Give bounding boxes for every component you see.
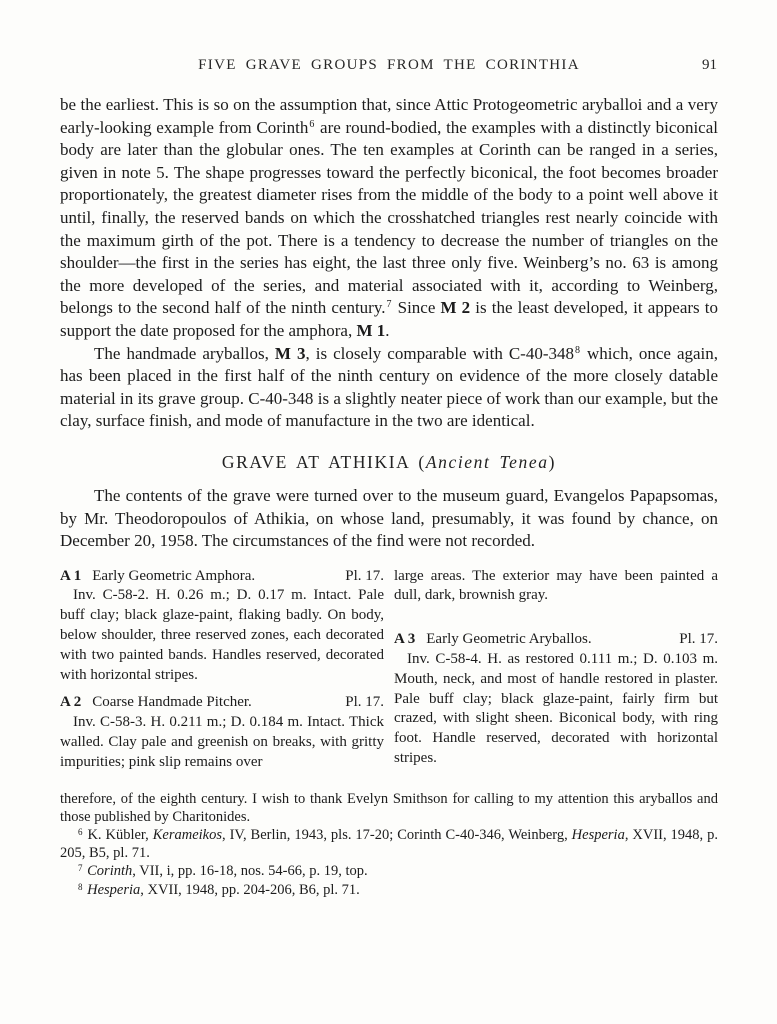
footnote-5-continuation: therefore, of the eighth century. I wish to thank Evelyn Smithson for calling to my attention this aryballos and those published by Charitonides.: [60, 790, 718, 825]
entry-a3-id: A 3: [394, 631, 416, 648]
entry-a2-heading: [60, 693, 384, 713]
entry-a2-id: A 2: [60, 694, 82, 711]
paragraph-aryballoi-series: be the earliest. This is so on the assumption that, since Attic Protogeometric aryballoi and a very early-looking example from Corinth$^6$ are round-bodied, the examples with a distinctly biconical body are later than the globular ones. The ten examples at Corinth can be ranged in a series, given in note 5. The shape progresses toward the perfectly biconical, the foot becomes broader proportionately, the greatest diameter rises from the middle of the body to a point well above it until, finally, the reserved bands on which the crosshatched triangles rest nearly coincide with the maximum girth of the pot. There is a tendency to decrease the number of triangles on the shoulder—the first in the series has eight, the last three only five. Weinberg’s no. 63 is among the more developed of the series, and material associated with it, according to Weinberg, belongs to the second half of the ninth century.$^7$ Since M 2 is the least developed, it appears to support the date proposed for the amphora, M 1.: [60, 95, 718, 340]
running-head-title: FIVE GRAVE GROUPS FROM THE CORINTHIA: [198, 57, 580, 73]
entry-a2-description: Inv. C-58-3. H. 0.211 m.; D. 0.184 m. Intact. Thick walled. Clay pale and greenish on breaks, with gritty impurities; pink slip remains over: [60, 714, 384, 770]
entry-a3-plate-ref: Pl. 17.: [679, 631, 718, 648]
entry-a1-title: Early Geometric Amphora.: [92, 567, 256, 584]
entry-a1-description: Inv. C-58-2. H. 0.26 m.; D. 0.17 m. Intact. Pale buff clay; black glaze-paint, flaking badly. On body, below shoulder, three reserved zones, each decorated with two painted bands. Handles reserved, decorated with horizontal stripes.: [60, 587, 384, 683]
entry-a3-heading: [394, 630, 718, 650]
footnote-7: $^7$ Corinth, VII, i, pp. 16-18, nos. 54-66, p. 19, top.: [78, 863, 368, 880]
entry-a2-plate-ref: Pl. 17.: [345, 694, 384, 711]
catalogue-column-left: [60, 567, 384, 773]
text-block: [60, 0, 718, 899]
catalogue-column-right: [394, 567, 718, 773]
entry-a1-heading: [60, 567, 384, 587]
entry-a1-id: A 1: [60, 567, 82, 584]
entry-a3-title: Early Geometric Aryballos.: [426, 631, 592, 648]
paragraph-grave-contents: The contents of the grave were turned over to the museum guard, Evangelos Papapsomas, by Mr. Theodoropoulos of Athikia, on whose land, presumably, it was found by chance, on December 20, 1958. The circumstances of the find were not recorded.: [60, 485, 718, 551]
entry-a2-description-continuation: large areas. The exterior may have been painted a dull, dark, brownish gray.: [394, 567, 718, 604]
footnote-6: $^6$ K. Kübler, Kerameikos, IV, Berlin, 1943, pls. 17-20; Corinth C-40-346, Weinberg, Hesperia, XVII, 1948, p. 205, B5, pl. 71.: [60, 827, 718, 862]
footnotes-block: [60, 790, 718, 899]
running-head: [60, 0, 718, 74]
footnote-8: $^8$ Hesperia, XVII, 1948, pp. 204-206, B6, pl. 71.: [78, 881, 360, 898]
entry-a3-description: Inv. C-58-4. H. as restored 0.111 m.; D. 0.103 m. Mouth, neck, and most of handle restored in plaster. Pale buff clay; black glaze-paint, fairly firm but crazed, with slight sheen. Biconical body, with ring foot. Handle reserved, decorated with horizontal stripes.: [394, 651, 718, 767]
entry-a1-plate-ref: Pl. 17.: [345, 567, 384, 584]
catalogue-two-columns: [60, 567, 718, 773]
entry-a2-title: Coarse Handmade Pitcher.: [92, 694, 252, 711]
section-heading-grave-at-athikia: GRAVE AT ATHIKIA (Ancient Tenea): [221, 451, 557, 472]
page-number: 91: [702, 57, 717, 73]
paragraph-handmade-aryballos: The handmade aryballos, M 3, is closely comparable with $C-40-348^8$ which, once again, has been placed in the first half of the ninth century on evidence of the more closely datable material in its grave group. C-40-348 is a slightly neater piece of work than our example, but the clay, surface finish, and mode of manufacture in the two are identical.: [60, 343, 719, 431]
